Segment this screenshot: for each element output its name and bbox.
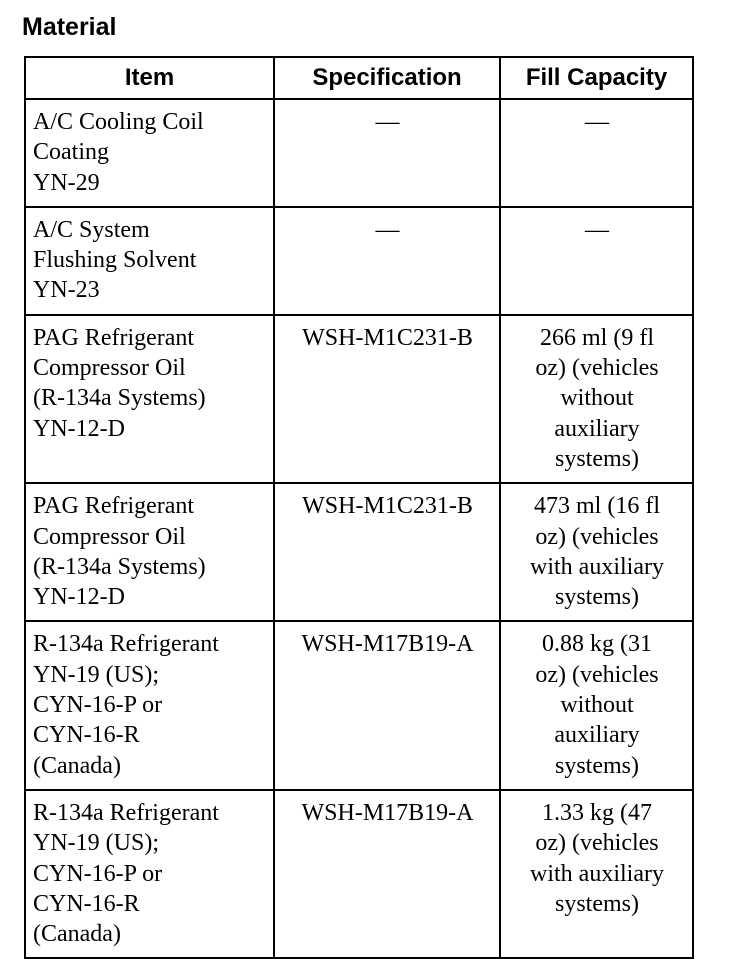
cell-item-line: A/C Cooling Coil (33, 109, 204, 135)
cell-item-line: CYN-16-P or (33, 860, 163, 887)
cell-item-line: Flushing Solvent (33, 247, 197, 274)
cell-item (25, 790, 274, 958)
cell-specification (274, 99, 500, 207)
cell-fill-capacity-line: — (585, 216, 609, 243)
column-header-item: Item (25, 57, 274, 99)
cell-fill-capacity-line: 1.33 kg (47 (542, 799, 652, 826)
cell-item-line: YN-19 (US); (33, 830, 159, 857)
cell-item-line: (R-134a Systems) (33, 553, 206, 580)
cell-fill-capacity-line: 266 ml (9 fl (540, 324, 654, 351)
cell-fill-capacity-line: systems) (555, 445, 639, 472)
cell-fill-capacity (500, 207, 693, 315)
cell-fill-capacity-line: oz) (vehicles (535, 661, 659, 688)
cell-item-line: CYN-16-R (33, 890, 140, 917)
cell-item (25, 621, 274, 789)
cell-specification-line: WSH-M1C231-B (302, 493, 473, 520)
cell-fill-capacity (500, 621, 693, 789)
cell-fill-capacity-line: oz) (vehicles (535, 523, 659, 550)
column-header-fill-capacity: Fill Capacity (500, 57, 693, 99)
cell-fill-capacity-line: with auxiliary (530, 553, 664, 580)
material-table (24, 56, 694, 959)
cell-item-line: (Canada) (33, 752, 121, 779)
cell-item-line: YN-12-D (33, 415, 125, 442)
cell-fill-capacity-line: systems) (555, 584, 639, 611)
table-row (25, 99, 693, 207)
cell-fill-capacity-line: auxiliary (554, 415, 640, 442)
cell-fill-capacity-line: oz) (vehicles (535, 355, 659, 382)
cell-fill-capacity-line: systems) (555, 752, 639, 779)
cell-fill-capacity-line: 0.88 kg (31 (542, 631, 652, 658)
cell-specification (274, 483, 500, 621)
cell-item-line: PAG Refrigerant (33, 493, 195, 520)
cell-item-line: A/C System (33, 216, 150, 243)
cell-fill-capacity (500, 483, 693, 621)
cell-item-line: R-134a Refrigerant (33, 799, 219, 826)
table-row (25, 207, 693, 315)
table-row (25, 315, 693, 483)
cell-specification-line: — (375, 109, 400, 135)
cell-item-line: YN-23 (33, 277, 100, 304)
table-body (25, 99, 693, 958)
cell-item-line: Coating (33, 139, 109, 166)
cell-fill-capacity-line: 473 ml (16 fl (534, 493, 660, 520)
cell-item-line: PAG Refrigerant (33, 324, 195, 351)
cell-item (25, 315, 274, 483)
table-row (25, 621, 693, 789)
cell-fill-capacity-line: without (560, 385, 634, 412)
cell-item-line: Compressor Oil (33, 355, 186, 382)
cell-specification (274, 207, 500, 315)
cell-specification (274, 315, 500, 483)
cell-fill-capacity-line: without (560, 692, 634, 719)
cell-item-line: (R-134a Systems) (33, 385, 206, 412)
cell-fill-capacity-line: with auxiliary (530, 860, 664, 887)
cell-fill-capacity-line: oz) (vehicles (535, 830, 659, 857)
cell-item (25, 99, 274, 207)
cell-specification-line: WSH-M17B19-A (301, 799, 474, 826)
cell-item (25, 483, 274, 621)
cell-specification (274, 621, 500, 789)
table-row (25, 483, 693, 621)
cell-item-line: CYN-16-R (33, 722, 140, 749)
cell-specification-line: WSH-M17B19-A (301, 631, 474, 658)
cell-specification-line: — (375, 216, 400, 243)
cell-fill-capacity (500, 790, 693, 958)
cell-item-line: YN-19 (US); (33, 661, 159, 688)
cell-item-line: YN-12-D (33, 584, 125, 611)
column-header-specification: Specification (274, 57, 500, 99)
cell-item-line: (Canada) (33, 921, 121, 948)
cell-fill-capacity-line: systems) (555, 890, 639, 917)
cell-specification (274, 790, 500, 958)
cell-specification-line: WSH-M1C231-B (302, 324, 473, 351)
table-header-row (25, 57, 693, 99)
cell-item (25, 207, 274, 315)
cell-item-line: YN-29 (33, 169, 100, 196)
cell-fill-capacity-line: auxiliary (554, 722, 640, 749)
table-row (25, 790, 693, 958)
section-title: Material (22, 13, 117, 41)
cell-fill-capacity-line: — (585, 109, 609, 135)
cell-item-line: R-134a Refrigerant (33, 631, 219, 658)
cell-item-line: Compressor Oil (33, 523, 186, 550)
cell-fill-capacity (500, 315, 693, 483)
cell-fill-capacity (500, 99, 693, 207)
cell-item-line: CYN-16-P or (33, 692, 163, 719)
